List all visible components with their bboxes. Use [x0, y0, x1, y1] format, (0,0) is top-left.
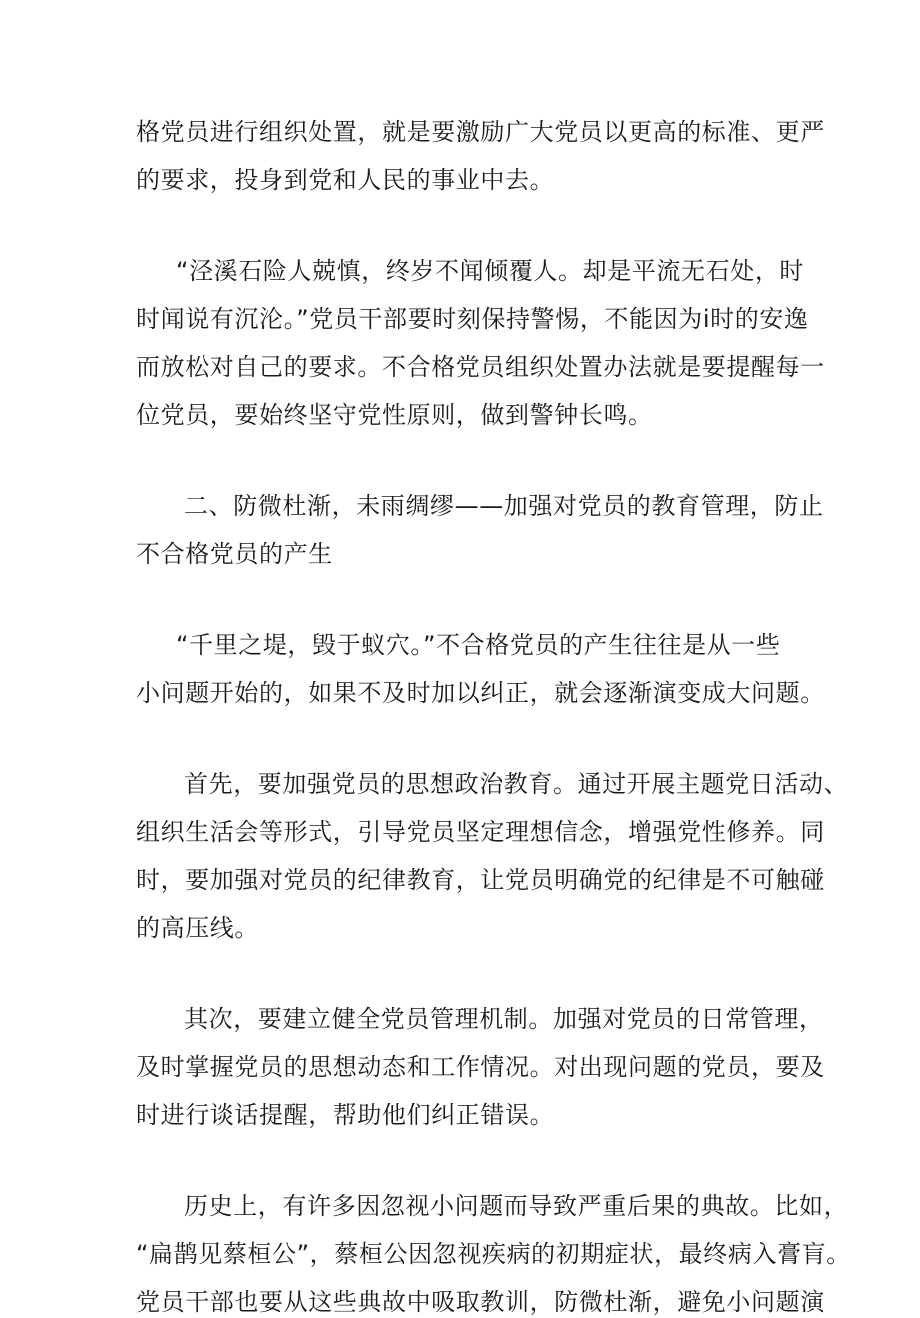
text-line: 的要求，投身到党和人民的事业中去。: [136, 166, 555, 194]
text-line: 时，要加强对党员的纪律教育，让党员明确党的纪律是不可触碰: [136, 866, 825, 894]
text-line: 而放松对自己的要求。不合格党员组织处置办法就是要提醒每一: [136, 353, 825, 381]
paragraph-start: 其次，要建立健全党员管理机制。加强对党员的日常管理，: [184, 1005, 824, 1033]
paragraph-start: 历史上，有许多因忽视小问题而导致严重后果的典故。比如，: [184, 1192, 849, 1220]
text-line: 及时掌握党员的思想动态和工作情况。对出现问题的党员，要及: [136, 1053, 825, 1081]
quote-line: “泾溪石险人兢慎，终岁不闻倾覆人。却是平流无石处，时: [176, 257, 805, 285]
text-line: 组织生活会等形式，引导党员坚定理想信念，增强党性修养。同: [136, 818, 825, 846]
quote-line: “千里之堤，毁于蚁穴。”不合格党员的产生往往是从一些: [176, 631, 781, 659]
text-line: 小问题开始的，如果不及时加以纠正，就会逐渐演变成大问题。: [136, 679, 825, 707]
section-heading: 二、防微杜渐，未雨绸缪——加强对党员的教育管理，防止: [184, 492, 824, 520]
text-line: 时进行谈话提醒，帮助他们纠正错误。: [136, 1101, 555, 1129]
section-heading-cont: 不合格党员的产生: [136, 540, 333, 568]
text-line: 时闻说有沉沦。”党员干部要时刻保持警惕，不能因为i时的安逸: [136, 305, 809, 333]
text-line: 的高压线。: [136, 914, 259, 942]
text-line: “扁鹊见蔡桓公”，蔡桓公因忽视疾病的初期症状，最终病入膏肓。: [136, 1240, 851, 1268]
text-line: 位党员，要始终坚守党性原则，做到警钟长鸣。: [136, 401, 653, 429]
text-line: 党员干部也要从这些典故中吸取教训，防微杜渐，避免小问题演: [136, 1288, 825, 1316]
text-line: 格党员进行组织处置，就是要激励广大党员以更高的标准、更严: [136, 118, 825, 146]
paragraph-start: 首先，要加强党员的思想政治教育。通过开展主题党日活动、: [184, 770, 849, 798]
